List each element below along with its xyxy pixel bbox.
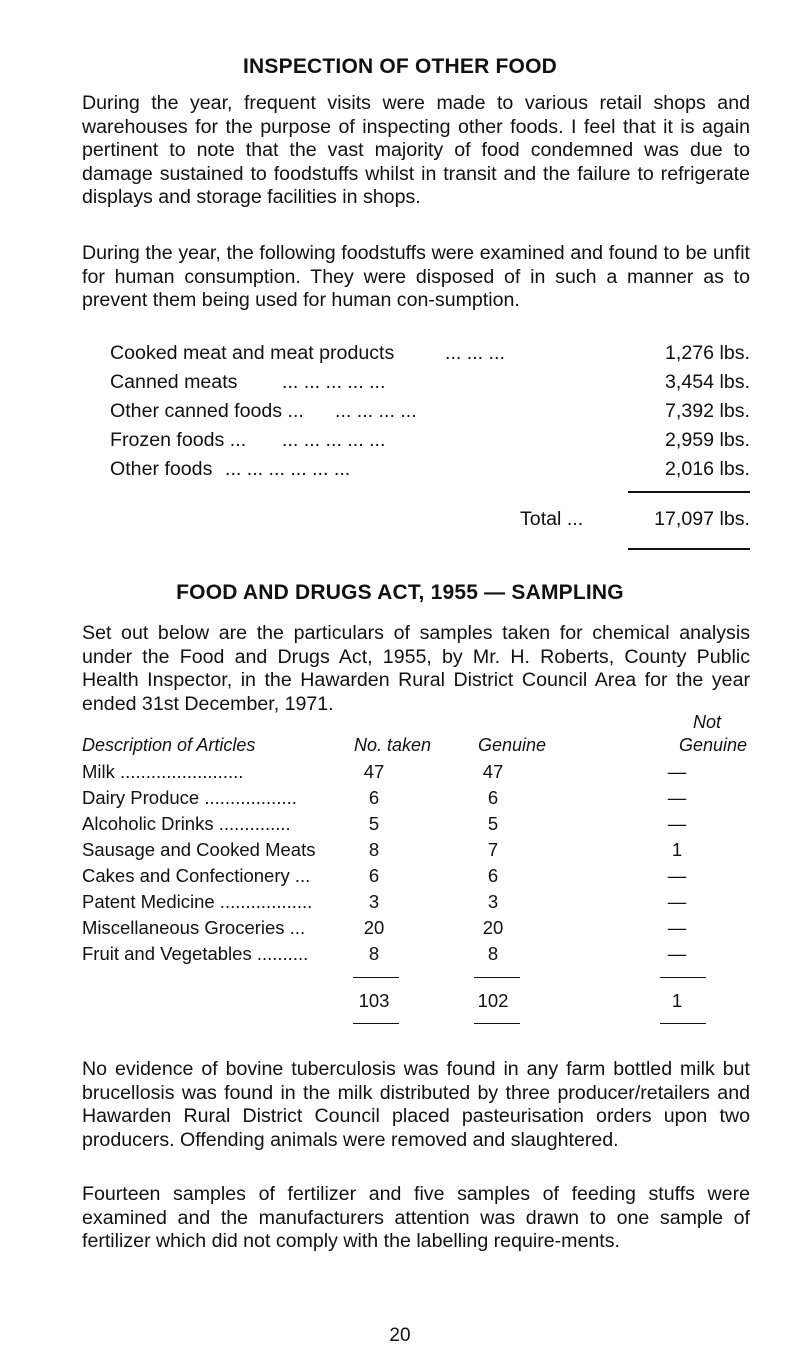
column-rule bbox=[660, 977, 706, 978]
leader-dots: ... ... ... ... ... bbox=[282, 371, 386, 393]
row-taken: 47 bbox=[363, 761, 385, 782]
row-not-genuine: — bbox=[667, 865, 687, 886]
subtotal-rule bbox=[628, 491, 750, 493]
row-genuine: 6 bbox=[487, 865, 499, 886]
row-description: Patent Medicine .................. bbox=[82, 891, 313, 912]
row-taken: 5 bbox=[368, 813, 380, 834]
milk-paragraph: No evidence of bovine tuberculosis was found in any farm bottled milk but brucellosis was found in the milk distributed by three producer/retailers and Hawarden Rural District Council placed pasteurisation orders upon two producers. Offending animals were removed and slaughtered. bbox=[82, 1058, 750, 1151]
row-taken: 8 bbox=[368, 839, 380, 860]
food-item-quantity: 2,016 lbs. bbox=[665, 458, 750, 480]
table-row bbox=[82, 787, 750, 813]
total-not-genuine: 1 bbox=[671, 990, 683, 1011]
food-item-row bbox=[110, 371, 750, 399]
row-description: Sausage and Cooked Meats bbox=[82, 839, 316, 860]
table-row bbox=[82, 917, 750, 943]
food-item-row bbox=[110, 400, 750, 428]
row-genuine: 8 bbox=[487, 943, 499, 964]
column-rule bbox=[474, 977, 520, 978]
total-rule bbox=[628, 548, 750, 550]
header-not-genuine: Genuine bbox=[679, 735, 748, 755]
total-label: Total ... bbox=[520, 508, 584, 530]
table-row bbox=[82, 943, 750, 969]
leader-dots: ... ... ... bbox=[445, 342, 505, 364]
inspection-paragraph-2: During the year, the following foodstuffs were examined and found to be unfit for human consumption. They were disposed of in such a manner as to prevent them being used for human con-sumption. bbox=[82, 242, 750, 311]
food-item-label: Cooked meat and meat products bbox=[110, 342, 395, 364]
total-quantity: 17,097 lbs. bbox=[654, 508, 750, 530]
food-item-row bbox=[110, 342, 750, 370]
leader-dots: ... ... ... ... bbox=[335, 400, 417, 422]
row-genuine: 5 bbox=[487, 813, 499, 834]
row-genuine: 20 bbox=[482, 917, 504, 938]
food-item-quantity: 7,392 lbs. bbox=[665, 400, 750, 422]
table-row bbox=[82, 891, 750, 917]
total-taken: 103 bbox=[358, 990, 390, 1011]
column-rule bbox=[353, 977, 399, 978]
row-taken: 6 bbox=[368, 787, 380, 808]
row-not-genuine: — bbox=[667, 943, 687, 964]
column-rule bbox=[660, 1023, 706, 1024]
row-description: Miscellaneous Groceries ... bbox=[82, 917, 306, 938]
row-genuine: 3 bbox=[487, 891, 499, 912]
row-description: Cakes and Confectionery ... bbox=[82, 865, 311, 886]
inspection-title: INSPECTION OF OTHER FOOD bbox=[243, 55, 557, 78]
row-not-genuine: 1 bbox=[671, 839, 683, 860]
row-genuine: 6 bbox=[487, 787, 499, 808]
food-item-quantity: 1,276 lbs. bbox=[665, 342, 750, 364]
row-not-genuine: — bbox=[667, 813, 687, 834]
table-row bbox=[82, 761, 750, 787]
row-taken: 6 bbox=[368, 865, 380, 886]
table-row bbox=[82, 813, 750, 839]
leader-dots: ... ... ... ... ... ... bbox=[225, 458, 351, 480]
row-not-genuine: — bbox=[667, 787, 687, 808]
header-not: Not bbox=[693, 712, 722, 732]
column-rule bbox=[474, 1023, 520, 1024]
food-item-label: Frozen foods ... bbox=[110, 429, 247, 451]
total-genuine: 102 bbox=[477, 990, 509, 1011]
food-item-row bbox=[110, 458, 750, 486]
row-description: Fruit and Vegetables .......... bbox=[82, 943, 309, 964]
row-taken: 3 bbox=[368, 891, 380, 912]
row-description: Alcoholic Drinks .............. bbox=[82, 813, 291, 834]
header-genuine: Genuine bbox=[478, 735, 547, 755]
table-totals-row bbox=[82, 990, 750, 1016]
header-taken: No. taken bbox=[354, 735, 432, 755]
inspection-paragraph-1: During the year, frequent visits were made to various retail shops and warehouses for the purpose of inspecting other foods. I feel that it is again pertinent to note that the vast majority of food condemned was due to damage sustained to foodstuffs whilst in transit and the failure to refrigerate displays and storage facilities in shops. bbox=[82, 92, 750, 208]
food-item-quantity: 3,454 lbs. bbox=[665, 371, 750, 393]
food-item-label: Other canned foods ... bbox=[110, 400, 304, 422]
food-item-label: Canned meats bbox=[110, 371, 238, 393]
fertilizer-paragraph: Fourteen samples of fertilizer and five samples of feeding stuffs were examined and the manufacturers attention was drawn to one sample of fertilizer which did not comply with the labelling require-ments. bbox=[82, 1183, 750, 1252]
row-description: Dairy Produce .................. bbox=[82, 787, 297, 808]
row-not-genuine: — bbox=[667, 891, 687, 912]
food-total-row bbox=[110, 508, 750, 536]
row-not-genuine: — bbox=[667, 917, 687, 938]
row-genuine: 7 bbox=[487, 839, 499, 860]
page-number: 20 bbox=[389, 1325, 411, 1346]
row-taken: 8 bbox=[368, 943, 380, 964]
sampling-title: FOOD AND DRUGS ACT, 1955 — SAMPLING bbox=[176, 581, 624, 604]
leader-dots: ... ... ... ... ... bbox=[282, 429, 386, 451]
table-row bbox=[82, 865, 750, 891]
row-description: Milk ........................ bbox=[82, 761, 244, 782]
row-not-genuine: — bbox=[667, 761, 687, 782]
row-taken: 20 bbox=[363, 917, 385, 938]
column-rule bbox=[353, 1023, 399, 1024]
sampling-intro: Set out below are the particulars of samples taken for chemical analysis under the Food and Drugs Act, 1955, by Mr. H. Roberts, County Public Health Inspector, in the Hawarden Rural District Council Area for the year ended 31st December, 1971. bbox=[82, 622, 750, 715]
row-genuine: 47 bbox=[482, 761, 504, 782]
food-item-quantity: 2,959 lbs. bbox=[665, 429, 750, 451]
food-item-row bbox=[110, 429, 750, 457]
table-row bbox=[82, 839, 750, 865]
header-description: Description of Articles bbox=[82, 735, 256, 755]
food-item-label: Other foods bbox=[110, 458, 213, 480]
